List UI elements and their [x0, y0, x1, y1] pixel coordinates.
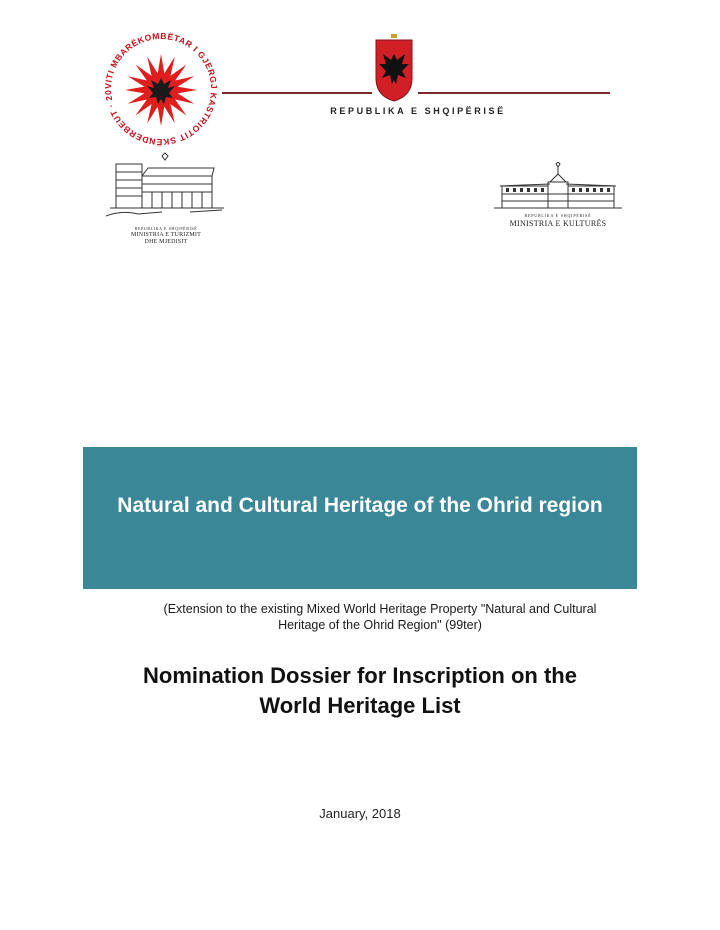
document-title: Natural and Cultural Heritage of the Ohrid region	[117, 494, 603, 517]
culture-small-caption: REPUBLIKA E SHQIPËRISË	[524, 213, 592, 218]
document-date: January, 2018	[319, 806, 401, 821]
header-rule-right	[418, 92, 610, 94]
dossier-heading	[90, 661, 630, 721]
tourism-name-line2: DHE MJEDISIT	[144, 239, 188, 245]
subtitle-line2: Heritage of the Ohrid Region" (99ter)	[278, 618, 482, 632]
title-band	[83, 447, 637, 589]
subtitle	[130, 601, 630, 633]
government-header	[222, 34, 614, 124]
dossier-line2: World Heritage List	[259, 693, 461, 718]
emblem-ring-text: VITI MBARËKOMBËTAR I GJERGJ KASTRIOTIT SKËNDERBEUT · 20	[102, 30, 220, 148]
dossier-line1: Nomination Dossier for Inscription on the	[143, 663, 577, 688]
skanderbeg-2018-emblem	[102, 30, 220, 148]
header-rule-left	[222, 92, 372, 94]
double-headed-eagle-star-icon	[102, 30, 220, 148]
tourism-small-caption: REPUBLIKA E SHQIPËRISË	[134, 226, 198, 231]
ministry-culture-logo	[490, 162, 626, 234]
tourism-name-line1: MINISTRIA E TURIZMIT	[131, 232, 201, 238]
ministry-culture-building-icon	[490, 162, 626, 212]
ministry-tourism-building-icon	[102, 150, 230, 224]
ministry-tourism-logo	[102, 150, 230, 250]
subtitle-line1: (Extension to the existing Mixed World Heritage Property "Natural and Cultural	[163, 602, 597, 616]
republic-caption: REPUBLIKA E SHQIPËRISË	[330, 106, 506, 116]
culture-name: MINISTRIA E KULTURËS	[509, 219, 607, 228]
albanian-coat-of-arms-icon	[372, 34, 416, 102]
